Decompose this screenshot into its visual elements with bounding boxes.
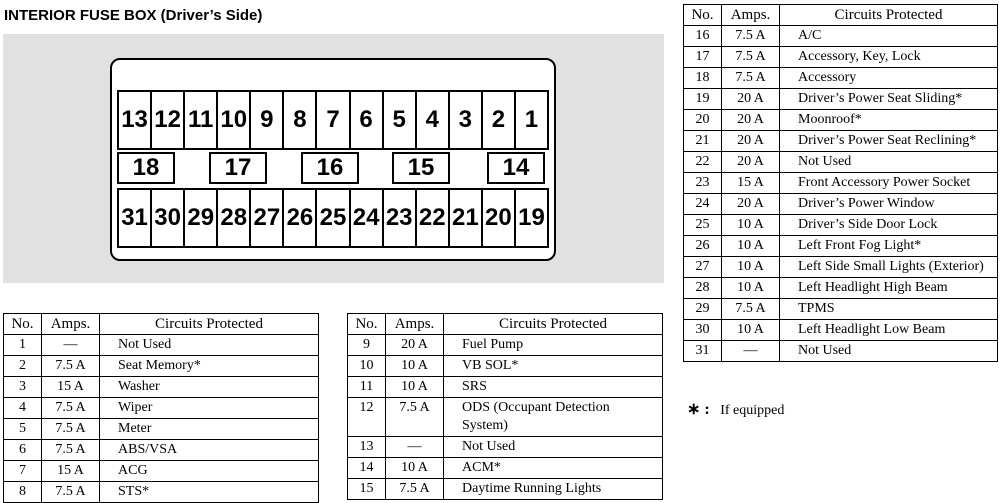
circuit-protected: Driver’s Power Window bbox=[780, 194, 998, 215]
col-header-amps: Amps. bbox=[722, 5, 780, 26]
fuse-number: 7 bbox=[4, 461, 42, 482]
footnote-text: If equipped bbox=[720, 403, 785, 418]
relay-row bbox=[112, 152, 554, 186]
fuse-slot: 30 bbox=[152, 190, 185, 246]
circuit-protected: ACM* bbox=[444, 458, 663, 479]
circuit-protected: Washer bbox=[100, 377, 319, 398]
fuse-amps: 20 A bbox=[722, 110, 780, 131]
fuse-slot: 23 bbox=[384, 190, 417, 246]
table-row bbox=[348, 356, 663, 377]
table-row bbox=[684, 257, 998, 278]
fuse-slot: 5 bbox=[384, 92, 417, 148]
circuit-protected: Not Used bbox=[780, 341, 998, 362]
fuse-amps: 15 A bbox=[722, 173, 780, 194]
table-row bbox=[684, 26, 998, 47]
fuse-amps: 10 A bbox=[722, 320, 780, 341]
fuse-amps: 15 A bbox=[42, 377, 100, 398]
circuit-protected: Driver’s Power Seat Sliding* bbox=[780, 89, 998, 110]
fuse-table-2 bbox=[347, 313, 663, 500]
circuit-protected: Moonroof* bbox=[780, 110, 998, 131]
fuse-amps: 20 A bbox=[722, 131, 780, 152]
fuse-number: 18 bbox=[684, 68, 722, 89]
fuse-amps: 7.5 A bbox=[722, 299, 780, 320]
fuse-number: 16 bbox=[684, 26, 722, 47]
circuit-protected: A/C bbox=[780, 26, 998, 47]
fuse-slot: 2 bbox=[483, 92, 516, 148]
table-row bbox=[684, 173, 998, 194]
fuse-slot: 3 bbox=[450, 92, 483, 148]
circuit-protected: VB SOL* bbox=[444, 356, 663, 377]
table-row bbox=[684, 236, 998, 257]
fuse-amps: 10 A bbox=[722, 236, 780, 257]
fuse-slot: 24 bbox=[351, 190, 384, 246]
fuse-number: 27 bbox=[684, 257, 722, 278]
fuse-amps: — bbox=[42, 335, 100, 356]
fuse-number: 10 bbox=[348, 356, 386, 377]
fuse-amps: 7.5 A bbox=[42, 356, 100, 377]
table-row bbox=[4, 461, 319, 482]
fuse-row-top bbox=[117, 90, 549, 150]
fuse-slot-large: 16 bbox=[301, 152, 359, 184]
circuit-protected: ABS/VSA bbox=[100, 440, 319, 461]
fuse-slot: 25 bbox=[317, 190, 350, 246]
fuse-slot: 8 bbox=[284, 92, 317, 148]
fuse-amps: 7.5 A bbox=[722, 68, 780, 89]
fuse-number: 11 bbox=[348, 377, 386, 398]
fuse-amps: 7.5 A bbox=[386, 479, 444, 500]
fuse-slot-large: 14 bbox=[487, 152, 545, 184]
fuse-number: 12 bbox=[348, 398, 386, 437]
fuse-number: 28 bbox=[684, 278, 722, 299]
fuse-amps: — bbox=[386, 437, 444, 458]
fuse-amps: 7.5 A bbox=[42, 440, 100, 461]
fuse-number: 31 bbox=[684, 341, 722, 362]
fuse-number: 4 bbox=[4, 398, 42, 419]
fuse-slot: 7 bbox=[317, 92, 350, 148]
fuse-slot: 6 bbox=[351, 92, 384, 148]
fuse-amps: — bbox=[722, 341, 780, 362]
fuse-number: 6 bbox=[4, 440, 42, 461]
fuse-slot: 26 bbox=[284, 190, 317, 246]
table-row bbox=[4, 377, 319, 398]
fuse-amps: 15 A bbox=[42, 461, 100, 482]
fuse-slot: 28 bbox=[218, 190, 251, 246]
fuse-number: 14 bbox=[348, 458, 386, 479]
fuse-box-diagram bbox=[110, 58, 556, 261]
circuit-protected: Left Front Fog Light* bbox=[780, 236, 998, 257]
circuit-protected: ODS (Occupant Detection System) bbox=[444, 398, 663, 437]
fuse-number: 23 bbox=[684, 173, 722, 194]
fuse-row-bottom bbox=[117, 188, 549, 248]
footnote bbox=[687, 399, 784, 419]
fuse-number: 29 bbox=[684, 299, 722, 320]
circuit-protected: Left Side Small Lights (Exterior) bbox=[780, 257, 998, 278]
table-row bbox=[348, 458, 663, 479]
circuit-protected: Accessory bbox=[780, 68, 998, 89]
fuse-amps: 20 A bbox=[386, 335, 444, 356]
circuit-protected: ACG bbox=[100, 461, 319, 482]
fuse-table-1 bbox=[3, 313, 319, 503]
fuse-slot: 19 bbox=[518, 204, 545, 231]
fuse-number: 17 bbox=[684, 47, 722, 68]
fuse-slot: 9 bbox=[251, 92, 284, 148]
table-row bbox=[684, 278, 998, 299]
col-header-circuits: Circuits Protected bbox=[444, 314, 663, 335]
fuse-slot: 12 bbox=[152, 92, 185, 148]
fuse-number: 5 bbox=[4, 419, 42, 440]
table-row bbox=[684, 320, 998, 341]
table-row bbox=[684, 131, 998, 152]
fuse-slot: 20 bbox=[483, 190, 516, 246]
fuse-number: 19 bbox=[684, 89, 722, 110]
circuit-protected: Driver’s Power Seat Reclining* bbox=[780, 131, 998, 152]
table-row bbox=[684, 68, 998, 89]
fuse-number: 30 bbox=[684, 320, 722, 341]
table-row bbox=[4, 356, 319, 377]
fuse-slot: 29 bbox=[185, 190, 218, 246]
fuse-slot: 31 bbox=[119, 190, 152, 246]
table-row bbox=[348, 377, 663, 398]
table-row bbox=[348, 398, 663, 437]
table-row bbox=[4, 440, 319, 461]
fuse-number: 21 bbox=[684, 131, 722, 152]
fuse-slot: 1 bbox=[524, 106, 539, 133]
fuse-slot: 27 bbox=[251, 190, 284, 246]
fuse-amps: 20 A bbox=[722, 89, 780, 110]
circuit-protected: Driver’s Side Door Lock bbox=[780, 215, 998, 236]
circuit-protected: TPMS bbox=[780, 299, 998, 320]
fuse-slot-large: 18 bbox=[117, 152, 175, 184]
col-header-amps: Amps. bbox=[42, 314, 100, 335]
fuse-slot-large: 15 bbox=[392, 152, 450, 184]
table-row bbox=[4, 335, 319, 356]
circuit-protected: Not Used bbox=[780, 152, 998, 173]
circuit-protected: Fuel Pump bbox=[444, 335, 663, 356]
fuse-number: 20 bbox=[684, 110, 722, 131]
table-row bbox=[684, 215, 998, 236]
col-header-no: No. bbox=[4, 314, 42, 335]
table-row bbox=[348, 479, 663, 500]
fuse-number: 3 bbox=[4, 377, 42, 398]
circuit-protected: Accessory, Key, Lock bbox=[780, 47, 998, 68]
fuse-number: 8 bbox=[4, 482, 42, 503]
fuse-amps: 10 A bbox=[722, 215, 780, 236]
table-row bbox=[348, 335, 663, 356]
circuit-protected: Not Used bbox=[444, 437, 663, 458]
fuse-slot: 13 bbox=[119, 92, 152, 148]
fuse-slot: 11 bbox=[185, 92, 218, 148]
fuse-amps: 20 A bbox=[722, 152, 780, 173]
fuse-amps: 10 A bbox=[722, 257, 780, 278]
table-row bbox=[348, 437, 663, 458]
col-header-circuits: Circuits Protected bbox=[100, 314, 319, 335]
fuse-table-3 bbox=[683, 4, 998, 362]
fuse-amps: 7.5 A bbox=[42, 419, 100, 440]
fuse-number: 22 bbox=[684, 152, 722, 173]
fuse-amps: 20 A bbox=[722, 194, 780, 215]
fuse-number: 1 bbox=[4, 335, 42, 356]
table-row bbox=[4, 482, 319, 503]
circuit-protected: Front Accessory Power Socket bbox=[780, 173, 998, 194]
fuse-number: 24 bbox=[684, 194, 722, 215]
circuit-protected: Left Headlight Low Beam bbox=[780, 320, 998, 341]
fuse-amps: 7.5 A bbox=[42, 482, 100, 503]
page-title: INTERIOR FUSE BOX (Driver’s Side) bbox=[4, 7, 263, 24]
fuse-amps: 10 A bbox=[386, 458, 444, 479]
col-header-circuits: Circuits Protected bbox=[780, 5, 998, 26]
fuse-amps: 7.5 A bbox=[42, 398, 100, 419]
fuse-slot: 4 bbox=[417, 92, 450, 148]
table-row bbox=[684, 152, 998, 173]
circuit-protected: SRS bbox=[444, 377, 663, 398]
asterisk-symbol: ∗ : bbox=[687, 401, 710, 418]
table-row bbox=[684, 47, 998, 68]
fuse-slot-large: 17 bbox=[209, 152, 267, 184]
circuit-protected: Daytime Running Lights bbox=[444, 479, 663, 500]
table-row bbox=[684, 89, 998, 110]
fuse-number: 2 bbox=[4, 356, 42, 377]
fuse-amps: 7.5 A bbox=[722, 47, 780, 68]
table-row bbox=[684, 194, 998, 215]
table-row bbox=[684, 110, 998, 131]
circuit-protected: Wiper bbox=[100, 398, 319, 419]
fuse-amps: 10 A bbox=[386, 377, 444, 398]
table-row bbox=[4, 398, 319, 419]
fuse-number: 15 bbox=[348, 479, 386, 500]
table-row bbox=[684, 341, 998, 362]
fuse-number: 25 bbox=[684, 215, 722, 236]
circuit-protected: Not Used bbox=[100, 335, 319, 356]
circuit-protected: Left Headlight High Beam bbox=[780, 278, 998, 299]
circuit-protected: STS* bbox=[100, 482, 319, 503]
col-header-amps: Amps. bbox=[386, 314, 444, 335]
circuit-protected: Seat Memory* bbox=[100, 356, 319, 377]
col-header-no: No. bbox=[684, 5, 722, 26]
fuse-amps: 7.5 A bbox=[722, 26, 780, 47]
fuse-amps: 10 A bbox=[722, 278, 780, 299]
table-row bbox=[4, 419, 319, 440]
fuse-amps: 7.5 A bbox=[386, 398, 444, 437]
fuse-number: 9 bbox=[348, 335, 386, 356]
fuse-slot: 22 bbox=[417, 190, 450, 246]
fuse-number: 13 bbox=[348, 437, 386, 458]
fuse-slot: 10 bbox=[218, 92, 251, 148]
fuse-slot: 21 bbox=[450, 190, 483, 246]
table-row bbox=[684, 299, 998, 320]
fuse-number: 26 bbox=[684, 236, 722, 257]
circuit-protected: Meter bbox=[100, 419, 319, 440]
col-header-no: No. bbox=[348, 314, 386, 335]
fuse-amps: 10 A bbox=[386, 356, 444, 377]
